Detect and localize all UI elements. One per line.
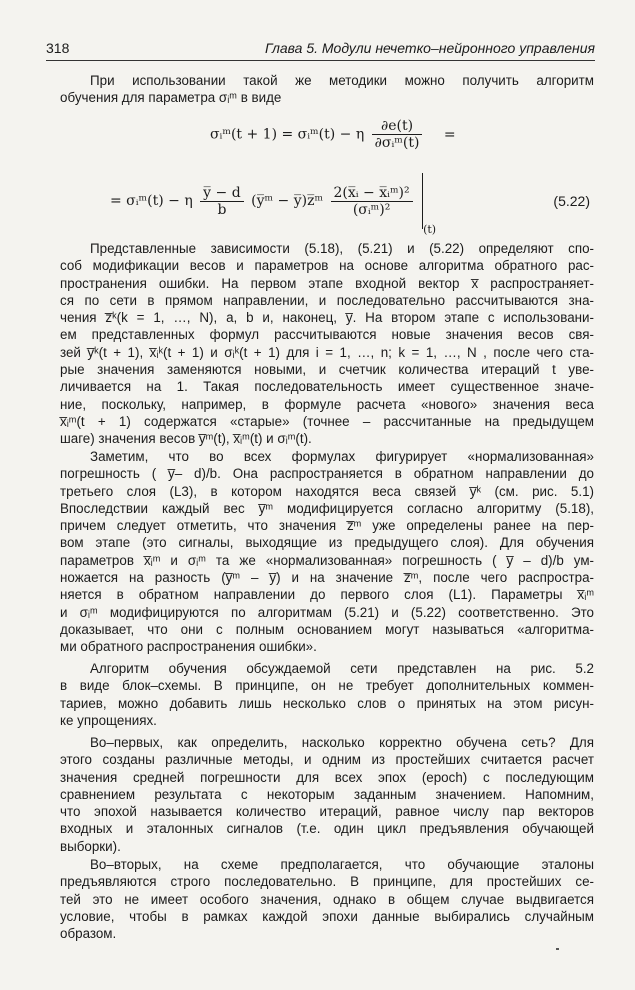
sigma-fraction	[331, 185, 413, 218]
text-line: выборки).	[60, 838, 121, 854]
formula-lhs: σᵢᵐ(t + 1) = σᵢᵐ(t) − η	[210, 126, 365, 143]
text-line: При использовании такой же методики можно получить алгоритм	[90, 73, 594, 88]
text-line: ся по сети в прямом направлении, и последовательно рассчитываются зна-	[60, 292, 594, 308]
fraction-numerator: ∂e(t)	[372, 118, 423, 135]
text-line: образом.	[60, 926, 117, 942]
text-line: зей y̅ᵏ(t + 1), x̅ᵢᵏ(t + 1) и σᵢᵏ(t + 1) для i = 1, …, n; k = 1, …, N , после чего ста-	[60, 344, 594, 360]
text-line: доказывает, что они с полным основанием могут называться «алгоритма-	[60, 621, 594, 637]
text-line: параметров x̅ᵢᵐ и σᵢᵐ та же «нормализованная» погрешность ( y̅ – d)/b ум-	[60, 552, 594, 568]
text-line: и σᵢᵐ модифицируются по алгоритмам (5.21) и (5.22) соответственно. Это	[60, 604, 594, 620]
text-line: ем представленных формул рассчитываются новые значения весов свя-	[60, 327, 594, 343]
text-line: няется в обратном направлении до первого слоя (L1). Параметры x̅ᵢᵐ	[60, 587, 594, 603]
derivative-fraction	[372, 118, 423, 151]
text-line: что эпохой называется количество итераций, равное числу пар векторов	[60, 804, 594, 820]
fraction-numerator: 2(x̅ᵢ − x̅ᵢᵐ)²	[331, 185, 413, 202]
text-line: пространения ошибки. На первом этапе входной вектор x̅ распространяет-	[60, 275, 594, 291]
paragraph-2	[60, 448, 594, 656]
text-line: ми обратного распространения ошибки».	[60, 639, 317, 655]
text-line: соб модификации весов и параметров на основе алгоритма обратного рас-	[60, 258, 594, 274]
text-line: тариев, можно добавить лишь несколько слов о принятых на этом рисун-	[60, 695, 594, 711]
text-line: тей это не имеет особого значения, однако в общем случае выдвигается	[60, 891, 594, 907]
paragraph-4	[60, 734, 594, 855]
text-line: x̅ᵢᵐ(t + 1) содержатся «старые» (точнее – рассчитанные на предыдущем	[60, 413, 594, 429]
formula-prefix: = σᵢᵐ(t) − η	[110, 193, 193, 209]
text-line: рые значения заменяются новыми, и счетчик количества итераций t уве-	[60, 362, 594, 378]
formula-equals: =	[443, 126, 456, 143]
text-line: ножается на разность (y̅ᵐ – y̅) и на значение z̅ᵐ, после чего распростра-	[60, 570, 594, 586]
fraction-denominator: (σᵢᵐ)²	[352, 201, 391, 218]
text-line: обучения для параметра σᵢᵐ в виде	[60, 90, 282, 106]
paragraph-1	[60, 240, 594, 448]
text-line: условие, чтобы в рамках каждой эпохи данные выбирались случайным	[60, 908, 594, 924]
text-line: личивается на 1. Такая последовательность имеет существенное значе-	[60, 379, 594, 395]
text-line: Представленные зависимости (5.18), (5.21) и (5.22) определяют спо-	[90, 241, 594, 256]
text-line: погрешность ( y̅– d)/b. Она распространяется в обратном направлении до	[60, 466, 594, 482]
text-line: Во–первых, как определить, насколько корректно обучена сеть? Для	[90, 735, 594, 750]
text-line: этого созданы различные методы, и одним из простейших считается расчет	[60, 752, 594, 768]
text-line: Алгоритм обучения обсуждаемой сети представлен на рис. 5.2	[90, 661, 594, 676]
page-header	[46, 38, 595, 61]
text-line: сравнением результата с некоторым заданным значением. Напомним,	[60, 786, 594, 802]
text-line: чения z̅ᵏ(k = 1, …, N), a, b и, наконец, y̅. На втором этапе с использовани-	[60, 310, 594, 326]
equation-5-22	[60, 118, 594, 238]
text-line: ке упрощениях.	[60, 712, 157, 728]
scan-speck	[556, 948, 559, 950]
text-line: входных и эталонных сигналов (т.е. один цикл предъявления обучающей	[60, 821, 594, 837]
text-line: в виде блок–схемы. В принципе, он не требует дополнительных коммен-	[60, 678, 594, 694]
text-line: Впоследствии каждый вес y̅ᵐ модифицируется согласно алгоритму (5.18),	[60, 500, 594, 516]
equation-number: (5.22)	[553, 193, 590, 209]
paragraph-3	[60, 660, 594, 729]
page-number: 318	[46, 40, 70, 56]
chapter-title: Глава 5. Модули нечетко–нейронного управления	[264, 40, 595, 56]
formula-line-2	[110, 173, 436, 236]
fraction-denominator: ∂σᵢᵐ(t)	[374, 135, 420, 151]
paragraph-5	[60, 856, 594, 942]
intro-paragraph	[60, 72, 594, 107]
evaluation-subscript: (t)	[423, 223, 437, 236]
text-line: вом этапе (это сигналы, выходящие из предыдущего слоя). Для обучения	[60, 535, 594, 551]
text-line: ние, поскольку, например, в формуле расчета «нового» значения веса	[60, 396, 594, 412]
fraction-denominator: b	[217, 201, 227, 218]
text-line: Заметим, что во всех формулах фигурирует «нормализованная»	[90, 449, 594, 464]
text-line: шаге) значения весов y̅ᵐ(t), x̅ᵢᵐ(t) и σᵢᵐ(t).	[60, 431, 312, 447]
evaluation-bar	[422, 173, 423, 229]
formula-middle: (y̅ᵐ − y̅)z̅ᵐ	[251, 193, 324, 209]
text-line: предъявляются строго последовательно. В принципе, для простейших се-	[60, 874, 594, 890]
text-line: значения средней погрешности для всех эпох (epoch) с последующим	[60, 769, 594, 785]
formula-line-1	[210, 118, 456, 151]
fraction-numerator: y̅ − d	[200, 185, 244, 202]
text-line: третьего слоя (L3), в котором находятся веса связей y̅ᵏ (см. рис. 5.1)	[60, 483, 594, 499]
text-line: Во–вторых, на схеме предполагается, что обучающие эталоны	[90, 857, 594, 872]
error-fraction	[200, 185, 244, 218]
text-line: причем следует отметить, что значения z̅ᵐ уже определены ранее на пер-	[60, 518, 594, 534]
